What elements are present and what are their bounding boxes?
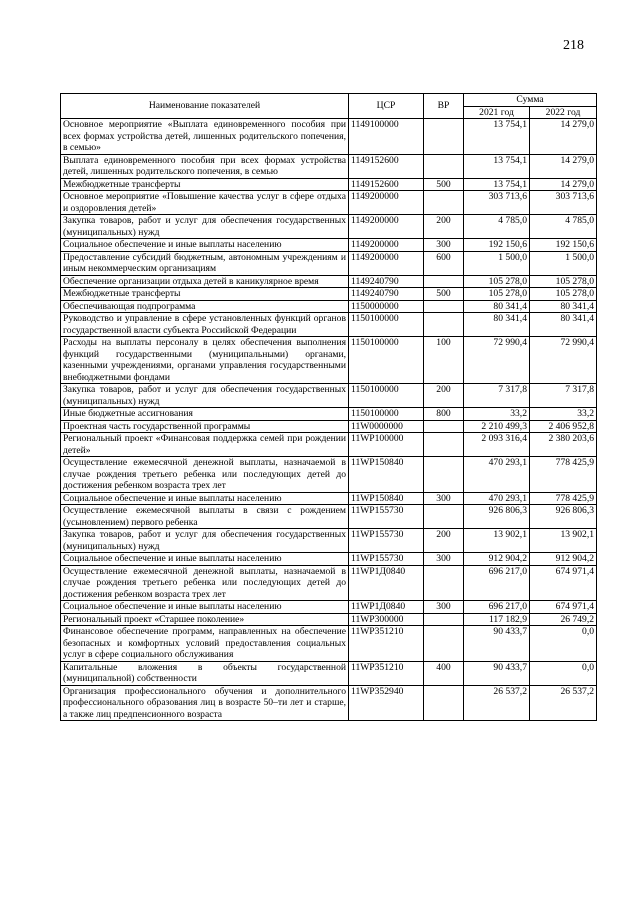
- vr-code-cell: [424, 613, 464, 626]
- sum-2021-cell: 13 754,1: [464, 178, 530, 191]
- sum-2021-cell: 13 754,1: [464, 119, 530, 155]
- csr-code-cell: 11WP155730: [349, 505, 424, 529]
- sum-2021-cell: 80 341,4: [464, 313, 530, 337]
- sum-2021-cell: 117 182,9: [464, 613, 530, 626]
- table-row: [61, 288, 597, 301]
- csr-code-cell: 11WP150840: [349, 492, 424, 505]
- csr-code-cell: 11WP300000: [349, 613, 424, 626]
- sum-2022-cell: 1 500,0: [530, 251, 597, 275]
- table-row: [61, 337, 597, 384]
- indicator-name-cell: Основное мероприятие «Выплата единовременного пособия при всех формах устройства детей, лишенных родительского попечения, в семью»: [61, 119, 349, 155]
- table-row: [61, 191, 597, 215]
- csr-code-cell: 11WP1Д0840: [349, 565, 424, 601]
- csr-code-cell: 11WP351210: [349, 626, 424, 662]
- sum-2021-cell: 80 341,4: [464, 300, 530, 313]
- table-row: [61, 119, 597, 155]
- vr-code-cell: 300: [424, 601, 464, 614]
- csr-code-cell: 11WP150840: [349, 457, 424, 493]
- indicator-name-cell: Проектная часть государственной программы: [61, 420, 349, 433]
- indicator-name-cell: Закупка товаров, работ и услуг для обеспечения государственных (муниципальных) нужд: [61, 384, 349, 408]
- vr-code-cell: [424, 300, 464, 313]
- vr-code-cell: 300: [424, 553, 464, 566]
- sum-2022-cell: 926 806,3: [530, 505, 597, 529]
- sum-2021-cell: 13 754,1: [464, 154, 530, 178]
- vr-code-cell: [424, 565, 464, 601]
- csr-code-cell: 11WP155730: [349, 553, 424, 566]
- vr-code-cell: [424, 433, 464, 457]
- sum-2022-cell: 2 406 952,8: [530, 420, 597, 433]
- sum-2021-cell: 33,2: [464, 408, 530, 421]
- header-csr: ЦСР: [349, 94, 424, 119]
- csr-code-cell: 1149240790: [349, 275, 424, 288]
- indicator-name-cell: Обеспечивающая подпрограмма: [61, 300, 349, 313]
- vr-code-cell: [424, 154, 464, 178]
- csr-code-cell: 11W0000000: [349, 420, 424, 433]
- indicator-name-cell: Руководство и управление в сфере установленных функций органов государственной власти субъекта Российской Федерации: [61, 313, 349, 337]
- page-number: 218: [563, 38, 584, 53]
- sum-2021-cell: 926 806,3: [464, 505, 530, 529]
- indicator-name-cell: Межбюджетные трансферты: [61, 178, 349, 191]
- table-row: [61, 661, 597, 685]
- csr-code-cell: 1149152600: [349, 178, 424, 191]
- vr-code-cell: [424, 626, 464, 662]
- table-row: [61, 239, 597, 252]
- indicator-name-cell: Организация профессионального обучения и дополнительного профессионального образования лиц в возрасте 50–ти лет и старше, а также лиц предпенсионного возраста: [61, 685, 349, 721]
- vr-code-cell: [424, 275, 464, 288]
- vr-code-cell: 500: [424, 178, 464, 191]
- header-year-2022: 2022 год: [530, 106, 597, 119]
- indicator-name-cell: Закупка товаров, работ и услуг для обеспечения государственных (муниципальных) нужд: [61, 215, 349, 239]
- sum-2022-cell: 912 904,2: [530, 553, 597, 566]
- sum-2022-cell: 80 341,4: [530, 313, 597, 337]
- sum-2022-cell: 33,2: [530, 408, 597, 421]
- vr-code-cell: 200: [424, 215, 464, 239]
- vr-code-cell: 600: [424, 251, 464, 275]
- indicator-name-cell: Осуществление ежемесячной денежной выплаты, назначаемой в случае рождения третьего ребенка или последующих детей до достижения ребенком возраста трех лет: [61, 457, 349, 493]
- sum-2021-cell: 2 093 316,4: [464, 433, 530, 457]
- sum-2022-cell: 7 317,8: [530, 384, 597, 408]
- table-row: [61, 613, 597, 626]
- table-row: [61, 154, 597, 178]
- sum-2022-cell: 778 425,9: [530, 457, 597, 493]
- table-row: [61, 601, 597, 614]
- indicator-name-cell: Социальное обеспечение и иные выплаты населению: [61, 553, 349, 566]
- sum-2021-cell: 90 433,7: [464, 661, 530, 685]
- table-row: [61, 529, 597, 553]
- vr-code-cell: [424, 119, 464, 155]
- indicator-name-cell: Закупка товаров, работ и услуг для обеспечения государственных (муниципальных) нужд: [61, 529, 349, 553]
- indicator-name-cell: Предоставление субсидий бюджетным, автономным учреждениям и иным некоммерческим организациям: [61, 251, 349, 275]
- sum-2022-cell: 778 425,9: [530, 492, 597, 505]
- header-vr: ВР: [424, 94, 464, 119]
- sum-2022-cell: 4 785,0: [530, 215, 597, 239]
- table-row: [61, 457, 597, 493]
- table-row: [61, 178, 597, 191]
- csr-code-cell: 1150000000: [349, 300, 424, 313]
- sum-2021-cell: 470 293,1: [464, 492, 530, 505]
- csr-code-cell: 1149200000: [349, 239, 424, 252]
- sum-2022-cell: 105 278,0: [530, 275, 597, 288]
- sum-2022-cell: 26 749,2: [530, 613, 597, 626]
- sum-2021-cell: 26 537,2: [464, 685, 530, 721]
- sum-2021-cell: 1 500,0: [464, 251, 530, 275]
- indicator-name-cell: Осуществление ежемесячной денежной выплаты, назначаемой в случае рождения третьего ребенка или последующих детей до достижения ребенком возраста трех лет: [61, 565, 349, 601]
- table-row: [61, 215, 597, 239]
- sum-2021-cell: 72 990,4: [464, 337, 530, 384]
- table-header: [61, 94, 597, 119]
- sum-2022-cell: 192 150,6: [530, 239, 597, 252]
- sum-2022-cell: 26 537,2: [530, 685, 597, 721]
- indicator-name-cell: Межбюджетные трансферты: [61, 288, 349, 301]
- indicator-name-cell: Капитальные вложения в объекты государственной (муниципальной) собственности: [61, 661, 349, 685]
- sum-2022-cell: 105 278,0: [530, 288, 597, 301]
- table-row: [61, 408, 597, 421]
- csr-code-cell: 1149152600: [349, 154, 424, 178]
- table-row: [61, 275, 597, 288]
- indicator-name-cell: Выплата единовременного пособия при всех формах устройства детей, лишенных родительского попечения, в семью: [61, 154, 349, 178]
- sum-2021-cell: 303 713,6: [464, 191, 530, 215]
- sum-2021-cell: 105 278,0: [464, 288, 530, 301]
- csr-code-cell: 11WP155730: [349, 529, 424, 553]
- sum-2022-cell: 0,0: [530, 661, 597, 685]
- sum-2022-cell: 14 279,0: [530, 119, 597, 155]
- vr-code-cell: 300: [424, 492, 464, 505]
- indicator-name-cell: Региональный проект «Финансовая поддержка семей при рождении детей»: [61, 433, 349, 457]
- indicator-name-cell: Региональный проект «Старшее поколение»: [61, 613, 349, 626]
- vr-code-cell: 200: [424, 529, 464, 553]
- vr-code-cell: [424, 505, 464, 529]
- csr-code-cell: 1149240790: [349, 288, 424, 301]
- csr-code-cell: 11WP351210: [349, 661, 424, 685]
- table-row: [61, 251, 597, 275]
- csr-code-cell: 11WP100000: [349, 433, 424, 457]
- csr-code-cell: 1150100000: [349, 337, 424, 384]
- indicator-name-cell: Иные бюджетные ассигнования: [61, 408, 349, 421]
- indicator-name-cell: Финансовое обеспечение программ, направленных на обеспечение безопасных и комфортных условий предоставления социальных услуг в сфере социального обслуживания: [61, 626, 349, 662]
- vr-code-cell: [424, 457, 464, 493]
- table-row: [61, 553, 597, 566]
- sum-2021-cell: 7 317,8: [464, 384, 530, 408]
- sum-2021-cell: 90 433,7: [464, 626, 530, 662]
- csr-code-cell: 1149200000: [349, 251, 424, 275]
- table-row: [61, 300, 597, 313]
- table-row: [61, 433, 597, 457]
- sum-2021-cell: 912 904,2: [464, 553, 530, 566]
- csr-code-cell: 1150100000: [349, 384, 424, 408]
- csr-code-cell: 1149100000: [349, 119, 424, 155]
- sum-2022-cell: 674 971,4: [530, 565, 597, 601]
- indicator-name-cell: Обеспечение организации отдыха детей в каникулярное время: [61, 275, 349, 288]
- table-row: [61, 505, 597, 529]
- table-row: [61, 565, 597, 601]
- sum-2021-cell: 696 217,0: [464, 601, 530, 614]
- table-row: [61, 384, 597, 408]
- vr-code-cell: [424, 420, 464, 433]
- table-body: [61, 119, 597, 721]
- vr-code-cell: 100: [424, 337, 464, 384]
- sum-2021-cell: 2 210 499,3: [464, 420, 530, 433]
- sum-2022-cell: 0,0: [530, 626, 597, 662]
- indicator-name-cell: Социальное обеспечение и иные выплаты населению: [61, 239, 349, 252]
- vr-code-cell: [424, 685, 464, 721]
- csr-code-cell: 1150100000: [349, 313, 424, 337]
- sum-2021-cell: 696 217,0: [464, 565, 530, 601]
- indicator-name-cell: Основное мероприятие «Повышение качества услуг в сфере отдыха и оздоровления детей»: [61, 191, 349, 215]
- vr-code-cell: [424, 191, 464, 215]
- sum-2022-cell: 13 902,1: [530, 529, 597, 553]
- table-row: [61, 420, 597, 433]
- vr-code-cell: 400: [424, 661, 464, 685]
- sum-2022-cell: 72 990,4: [530, 337, 597, 384]
- csr-code-cell: 1149200000: [349, 191, 424, 215]
- vr-code-cell: 500: [424, 288, 464, 301]
- header-year-2021: 2021 год: [464, 106, 530, 119]
- sum-2022-cell: 2 380 203,6: [530, 433, 597, 457]
- vr-code-cell: 800: [424, 408, 464, 421]
- sum-2021-cell: 4 785,0: [464, 215, 530, 239]
- csr-code-cell: 1150100000: [349, 408, 424, 421]
- sum-2022-cell: 14 279,0: [530, 154, 597, 178]
- indicator-name-cell: Расходы на выплаты персоналу в целях обеспечения выполнения функций государственными (муниципальными) органами, казенными учреждениями, органами управления государственными внебюджетными фондами: [61, 337, 349, 384]
- indicator-name-cell: Социальное обеспечение и иные выплаты населению: [61, 492, 349, 505]
- budget-table: [60, 93, 597, 721]
- vr-code-cell: [424, 313, 464, 337]
- table-row: [61, 492, 597, 505]
- csr-code-cell: 1149200000: [349, 215, 424, 239]
- csr-code-cell: 11WP1Д0840: [349, 601, 424, 614]
- table-row: [61, 313, 597, 337]
- sum-2021-cell: 470 293,1: [464, 457, 530, 493]
- sum-2022-cell: 80 341,4: [530, 300, 597, 313]
- indicator-name-cell: Осуществление ежемесячной выплаты в связи с рождением (усыновлением) первого ребенка: [61, 505, 349, 529]
- vr-code-cell: 200: [424, 384, 464, 408]
- sum-2022-cell: 674 971,4: [530, 601, 597, 614]
- header-name: Наименование показателей: [61, 94, 349, 119]
- sum-2021-cell: 13 902,1: [464, 529, 530, 553]
- sum-2021-cell: 105 278,0: [464, 275, 530, 288]
- sum-2022-cell: 14 279,0: [530, 178, 597, 191]
- table-row: [61, 626, 597, 662]
- sum-2021-cell: 192 150,6: [464, 239, 530, 252]
- sum-2022-cell: 303 713,6: [530, 191, 597, 215]
- csr-code-cell: 11WP352940: [349, 685, 424, 721]
- indicator-name-cell: Социальное обеспечение и иные выплаты населению: [61, 601, 349, 614]
- vr-code-cell: 300: [424, 239, 464, 252]
- header-sum: Сумма: [464, 94, 597, 107]
- table-row: [61, 685, 597, 721]
